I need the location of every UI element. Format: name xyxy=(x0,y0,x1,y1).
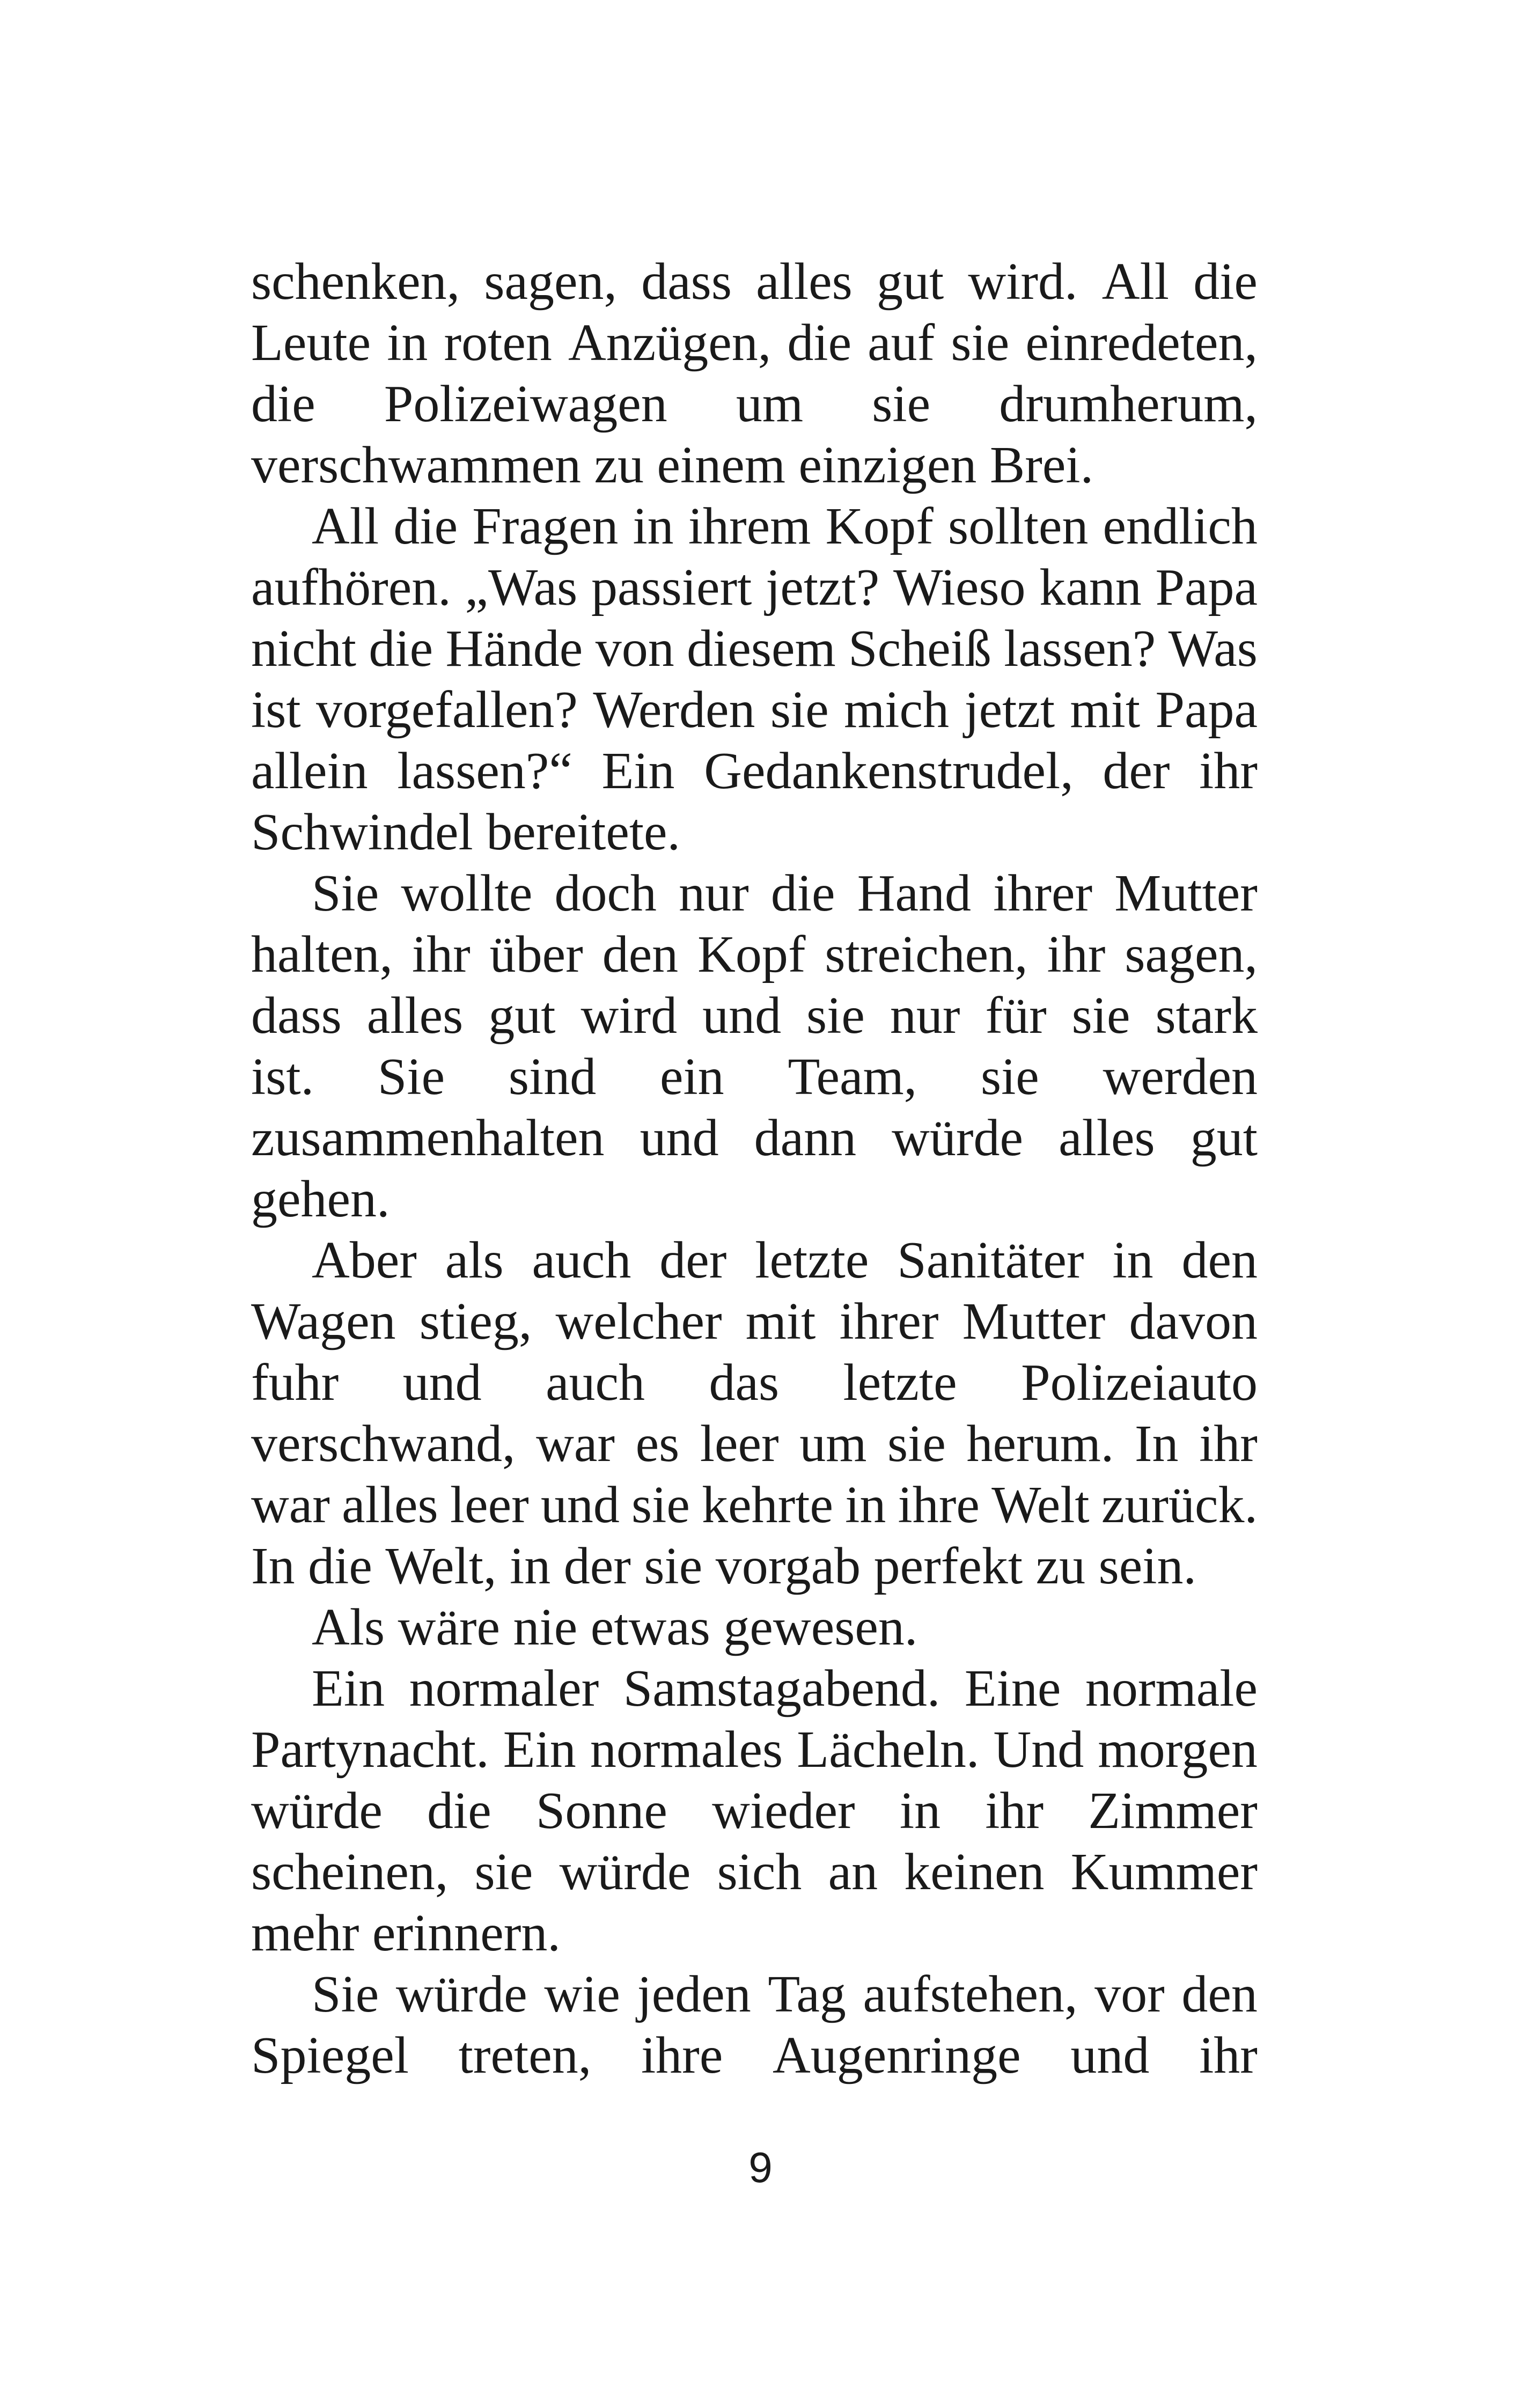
text-line: schenken, sagen, dass alles gut wird. All die xyxy=(251,253,1258,311)
text-line: verschwammen zu einem einzigen Brei. xyxy=(251,436,1094,494)
text-line: Partynacht. Ein normales Lächeln. Und morgen xyxy=(251,1721,1258,1779)
text-line: In die Welt, in der sie vorgab perfekt zu sein. xyxy=(251,1537,1196,1595)
paragraph xyxy=(251,1658,1258,1964)
text-line: dass alles gut wird und sie nur für sie stark xyxy=(251,987,1258,1045)
text-line: war alles leer und sie kehrte in ihre Welt zurück. xyxy=(251,1476,1258,1534)
text-line: allein lassen?“ Ein Gedankenstrudel, der ihr xyxy=(251,742,1258,800)
text-line: ist vorgefallen? Werden sie mich jetzt mit Papa xyxy=(251,681,1258,739)
text-line: fuhr und auch das letzte Polizeiauto xyxy=(251,1354,1258,1412)
text-line: würde die Sonne wieder in ihr Zimmer xyxy=(251,1782,1258,1840)
text-line: Schwindel bereitete. xyxy=(251,803,681,861)
text-line: Ein normaler Samstagabend. Eine normale xyxy=(312,1660,1258,1717)
text-line: All die Fragen in ihrem Kopf sollten endlich xyxy=(312,497,1258,555)
paragraph xyxy=(251,251,1258,496)
page-number: 9 xyxy=(748,2143,773,2191)
text-line: Sie würde wie jeden Tag aufstehen, vor den xyxy=(312,1965,1258,2023)
text-line: nicht die Hände von diesem Scheiß lassen? Was xyxy=(251,620,1258,678)
paragraph xyxy=(251,1230,1258,1597)
paragraph xyxy=(251,863,1258,1230)
text-line: Sie wollte doch nur die Hand ihrer Mutter xyxy=(312,864,1258,922)
paragraph xyxy=(251,496,1258,863)
text-line: ist. Sie sind ein Team, sie werden xyxy=(251,1048,1258,1106)
paragraph xyxy=(251,1964,1258,2086)
text-line: Leute in roten Anzügen, die auf sie einredeten, xyxy=(251,314,1258,372)
text-line: scheinen, sie würde sich an keinen Kummer xyxy=(251,1843,1258,1901)
text-line: halten, ihr über den Kopf streichen, ihr sagen, xyxy=(251,926,1258,983)
text-line: Als wäre nie etwas gewesen. xyxy=(312,1598,918,1656)
text-line: verschwand, war es leer um sie herum. In ihr xyxy=(251,1415,1258,1473)
body-text xyxy=(251,251,1258,2086)
text-line: Aber als auch der letzte Sanitäter in den xyxy=(312,1231,1258,1289)
text-line: mehr erinnern. xyxy=(251,1904,561,1962)
text-line: aufhören. „Was passiert jetzt? Wieso kann Papa xyxy=(251,559,1258,616)
paragraph xyxy=(251,1597,1258,1658)
text-line: zusammenhalten und dann würde alles gut xyxy=(251,1109,1258,1167)
text-line: gehen. xyxy=(251,1170,390,1228)
text-line: Spiegel treten, ihre Augenringe und ihr xyxy=(251,2027,1258,2084)
text-line: die Polizeiwagen um sie drumherum, xyxy=(251,375,1258,433)
text-line: Wagen stieg, welcher mit ihrer Mutter davon xyxy=(251,1293,1258,1350)
